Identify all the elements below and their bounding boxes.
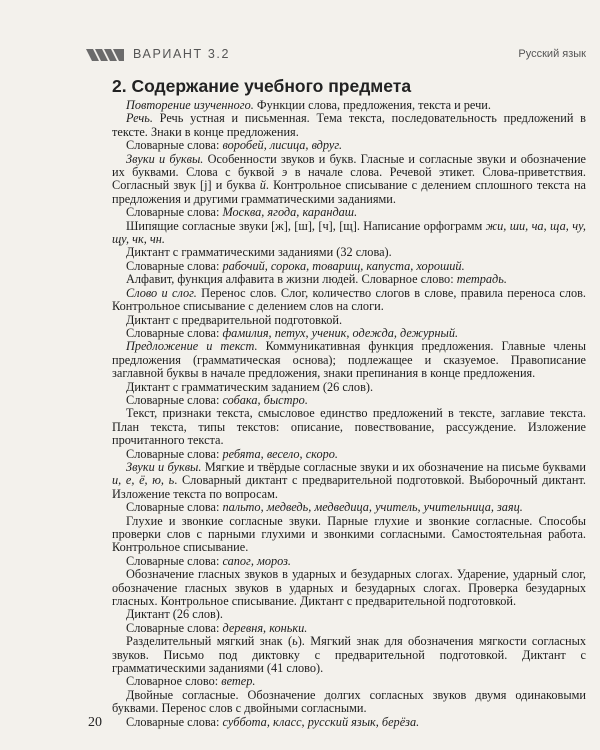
paragraph-text: в начале слова. Речевой этикет. Слова-приветствия. Согласный звук [j] и буква	[112, 165, 586, 193]
italic-text: Москва, ягода, карандаш.	[222, 205, 358, 220]
paragraph-text: Глухие и звонкие согласные звуки. Парные глухие и звонкие согласные. Способы проверки слов с парными глухими и звонкими согласными. Самостоятельная работа. Контрольное списывание.	[112, 513, 586, 555]
content-paragraph	[112, 340, 586, 380]
content-paragraph	[112, 314, 586, 327]
paragraph-text: Текст, признаки текста, смысловое единство предложений в тексте, заглавие текста. План текста, типы текстов: описание, повествование, рассуждение. Изложение прочитанного текста.	[112, 406, 586, 448]
italic-text: Звуки и буквы.	[126, 151, 204, 166]
paragraph-text: Словарные слова:	[126, 620, 223, 635]
italic-text: и, е, ё, ю, ь	[112, 473, 175, 488]
italic-text: сапог, мороз.	[222, 553, 291, 568]
content-paragraph	[112, 675, 586, 688]
paragraph-text: Словарное слово:	[126, 674, 222, 689]
header-stripes-logo	[86, 49, 124, 61]
variant-label: ВАРИАНТ 3.2	[133, 47, 231, 61]
paragraph-text: Диктант (26 слов).	[126, 607, 223, 622]
content-paragraph	[112, 608, 586, 621]
italic-text: Повторение изученного.	[126, 98, 254, 112]
paragraph-text: Словарные слова:	[126, 325, 223, 340]
italic-text: собака, быстро.	[222, 392, 308, 407]
content-paragraph	[112, 515, 586, 555]
content-paragraph	[112, 273, 586, 286]
paragraph-text: . Словарный диктант с предварительной подготовкой. Выборочный диктант. Изложение текста по вопросам.	[112, 473, 586, 501]
content-paragraph	[112, 246, 586, 259]
paragraph-text: Словарные слова:	[126, 258, 223, 273]
section-title: 2. Содержание учебного предмета	[112, 76, 412, 96]
content-paragraph	[112, 327, 586, 340]
paragraph-text: Словарные слова:	[126, 138, 223, 153]
paragraph-text: Словарные слова:	[126, 714, 223, 729]
italic-text: й	[259, 178, 266, 193]
italic-text: тетрадь.	[456, 272, 507, 287]
italic-text: пальто, медведь, медведица, учитель, учительница, заяц.	[222, 500, 523, 515]
content-paragraph	[112, 461, 586, 501]
page-number: 20	[88, 715, 102, 730]
paragraph-text: Словарные слова:	[126, 446, 223, 461]
content-paragraph	[112, 381, 586, 394]
paragraph-text: Особенности звуков и букв. Гласные и согласные звуки и обозначение их буквами. Слова с буквой	[112, 151, 586, 180]
content-paragraph	[112, 635, 586, 675]
italic-text: Слово и слог.	[126, 285, 197, 300]
paragraph-text: Словарные слова:	[126, 500, 223, 515]
italic-text: Звуки и буквы.	[126, 459, 202, 474]
content-paragraph	[112, 394, 586, 407]
paragraph-text: . Контрольное списывание с делением сплошного текста на предложения и другими грамматическими заданиями.	[112, 178, 586, 206]
paragraph-text: Разделительный мягкий знак (	[126, 634, 293, 649]
italic-text: ребята, весело, скоро.	[222, 446, 338, 461]
paragraph-text: Коммуникативная функция предложения. Главные члены предложения (грамматическая основа); подлежащее и сказуемое. Правописание заглавной буквы в начале предложения, знаки препинания в конце предложения.	[112, 339, 587, 381]
italic-text: ветер.	[221, 674, 256, 689]
content-paragraph	[112, 260, 586, 273]
italic-text: ь	[292, 634, 298, 649]
content-paragraph	[112, 206, 586, 219]
page-header	[0, 44, 600, 68]
paragraph-text: Словарные слова:	[126, 205, 223, 220]
content-paragraph	[112, 287, 586, 314]
paragraph-text: Речь устная и письменная. Тема текста, последовательность предложений в тексте. Знаки в конце предложения.	[112, 111, 586, 139]
content-paragraph	[112, 99, 586, 112]
paragraph-text: Двойные согласные. Обозначение долгих согласных звуков двумя одинаковыми буквами. Перенос слов с двойными согласными.	[112, 687, 586, 716]
content-paragraph	[112, 568, 586, 608]
content-paragraph	[112, 448, 586, 461]
italic-text: воробей, лисица, вдруг.	[222, 138, 343, 153]
italic-text: э	[281, 165, 288, 180]
content-paragraph	[112, 112, 586, 139]
paragraph-text: Обозначение гласных звуков в ударных и безударных слогах. Ударение, ударный слог, обозначение гласных звуков в ударных и безударных слогах. Проверка безударных гласных. Контрольное списывание. Диктант с предварительной подготовкой.	[112, 567, 586, 609]
section-content	[112, 99, 586, 729]
content-paragraph	[112, 407, 586, 447]
content-paragraph	[112, 622, 586, 635]
content-paragraph	[112, 555, 586, 568]
content-paragraph	[112, 716, 586, 729]
italic-text: фамилия, петух, ученик, одежда, дежурный.	[222, 325, 459, 340]
content-paragraph	[112, 220, 586, 247]
paragraph-text: Перенос слов. Слог, количество слогов в слове, правила переноса слов. Контрольное списывание с делением слов на слоги.	[112, 285, 587, 314]
italic-text: жи, ши, ча, ща, чу, щу, чк, чн.	[112, 218, 586, 247]
content-paragraph	[112, 689, 586, 716]
paragraph-text: Мягкие и твёрдые согласные звуки и их обозначение на письме буквами	[201, 459, 586, 474]
paragraph-text: Словарные слова:	[126, 392, 223, 407]
paragraph-text: Функции слова, предложения, текста и речи.	[253, 98, 491, 112]
paragraph-text: Диктант с грамматическим заданием (26 слов).	[126, 379, 374, 394]
subject-label: Русский язык	[518, 48, 586, 60]
italic-text: суббота, класс, русский язык, берёза.	[222, 714, 420, 729]
content-paragraph	[112, 501, 586, 514]
paragraph-text: Диктант с предварительной подготовкой.	[126, 312, 343, 327]
italic-text: рабочий, сорока, товарищ, капуста, хороший.	[222, 258, 465, 273]
italic-text: деревня, коньки.	[222, 620, 308, 635]
paragraph-text: Словарные слова:	[126, 553, 223, 568]
content-paragraph	[112, 153, 586, 207]
paragraph-text: Шипящие согласные звуки [ж], [ш], [ч], [щ]. Написание орфограмм	[126, 218, 486, 233]
content-paragraph	[112, 139, 586, 152]
italic-text: Предложение и текст.	[126, 339, 258, 354]
paragraph-text: Алфавит, функция алфавита в жизни людей. Словарное слово:	[126, 272, 457, 287]
italic-text: Речь.	[126, 111, 153, 126]
paragraph-text: ). Мягкий знак для обозначения мягкости согласных звуков. Письмо под диктовку с предварительной подготовкой. Диктант с грамматическими заданиями (41 слово).	[112, 634, 586, 676]
paragraph-text: Диктант с грамматическими заданиями (32 слова).	[126, 245, 392, 260]
